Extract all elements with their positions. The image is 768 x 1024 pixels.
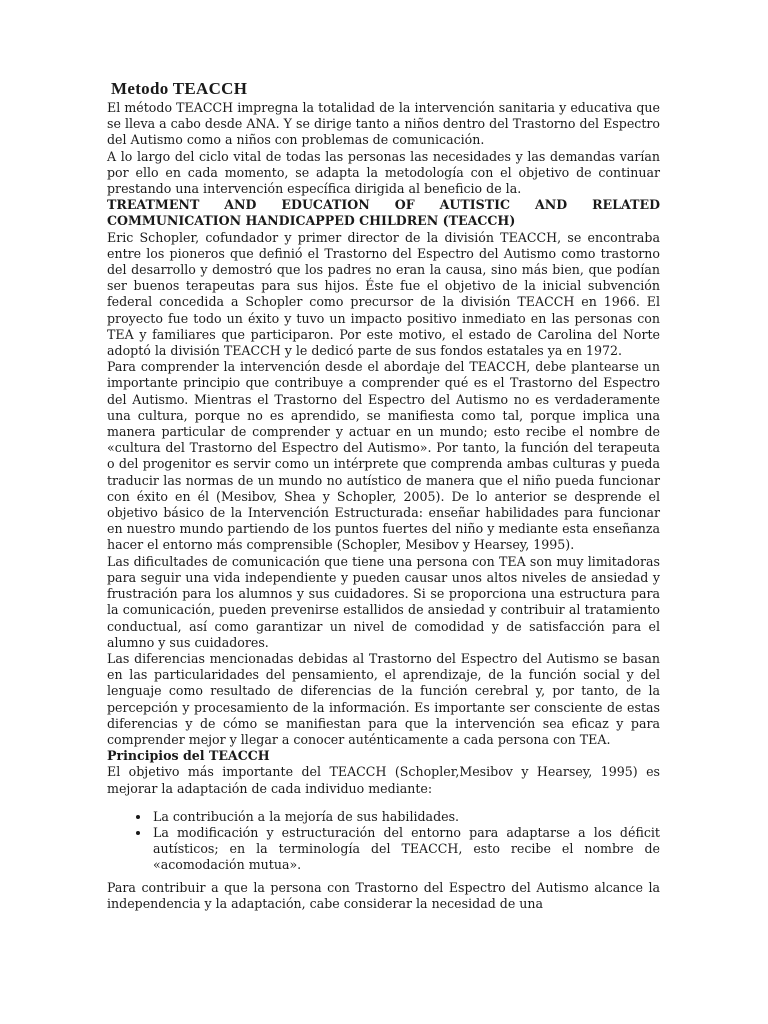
document-title: Metodo TEACCH <box>111 79 248 98</box>
intro-paragraph-1: El método TEACCH impregna la totalidad de la intervención sanitaria y educativa que se lleva a cabo desde ANA. Y se dirige tanto a niños dentro del Trastorno del Espectro del Autismo como a niños con problemas de comunicación. <box>107 100 660 148</box>
list-item: • La contribución a la mejoría de sus habilidades. <box>151 809 660 825</box>
principles-list <box>107 809 660 874</box>
body-paragraph-3: Las dificultades de comunicación que tiene una persona con TEA son muy limitadoras para seguir una vida independiente y pueden causar unos altos niveles de ansiedad y frustración para los alumnos y sus cuidadores. Si se proporciona una estructura para la comunicación, pueden prevenirse estallidos de ansiedad y contribuir al tratamiento conductual, así como garantizar un nivel de comodidad y de satisfacción para el alumno y sus cuidadores. <box>107 553 660 650</box>
document-body <box>107 78 660 912</box>
principles-intro: El objetivo más importante del TEACCH (Schopler,Mesibov y Hearsey, 1995) es mejorar la adaptación de cada individuo mediante: <box>107 764 660 796</box>
body-paragraph-4: Las diferencias mencionadas debidas al Trastorno del Espectro del Autismo se basan en las particularidades del pensamiento, el aprendizaje, de la función social y del lenguaje como resultado de diferencias de la función cerebral y, por tanto, de la percepción y procesamiento de la información. Es importante ser consciente de estas diferencias y de cómo se manifiestan para que la intervención sea eficaz y para comprender mejor y llegar a conocer auténticamente a cada persona con TEA. <box>107 650 660 747</box>
list-item: • La modificación y estructuración del entorno para adaptarse a los déficit autísticos; en la terminología del TEACCH, esto recibe el nombre de «acomodación mutua». <box>151 825 660 874</box>
closing-paragraph: Para contribuir a que la persona con Trastorno del Espectro del Autismo alcance la independencia y la adaptación, cabe considerar la necesidad de una <box>107 879 660 911</box>
body-paragraph-2: Para comprender la intervención desde el abordaje del TEACCH, debe plantearse un importante principio que contribuye a comprender qué es el Trastorno del Espectro del Autismo. Mientras el Trastorno del Espectro del Autismo no es verdaderamente una cultura, porque no es aprendido, se manifiesta como tal, porque implica una manera particular de comprender y actuar en un mundo; esto recibe el nombre de «cultura del Trastorno del Espectro del Autismo». Por tanto, la función del terapeuta o del progenitor es servir como un intérprete que comprenda ambas culturas y pueda traducir las normas de un mundo no autístico de manera que el niño pueda funcionar con éxito en él (Mesibov, Shea y Schopler, 2005). De lo anterior se desprende el objetivo básico de la Intervención Estructurada: enseñar habilidades para funcionar en nuestro mundo partiendo de los puntos fuertes del niño y mediante esta enseñanza hacer el entorno más comprensible (Schopler, Mesibov y Hearsey, 1995). <box>107 359 660 553</box>
intro-paragraph-2: A lo largo del ciclo vital de todas las personas las necesidades y las demandas varían por ello en cada momento, se adapta la metodología con el objetivo de continuar prestando una intervención específica dirigida al beneficio de la. <box>107 148 660 197</box>
acronym-heading: TREATMENT AND EDUCATION OF AUTISTIC AND RELATED COMMUNICATION HANDICAPPED CHILDREN (TEACCH) <box>107 197 660 229</box>
body-paragraph-1: Eric Schopler, cofundador y primer director de la división TEACCH, se encontraba entre los pioneros que definió el Trastorno del Espectro del Autismo como trastorno del desarrollo y demostró que los padres no eran la causa, sino más bien, que podían ser buenos terapeutas para sus hijos. Éste fue el objetivo de la inicial subvención federal concedida a Schopler como precursor de la división TEACCH en 1966. El proyecto fue todo un éxito y tuvo un impacto positivo inmediato en las personas con TEA y familiares que participaron. Por este motivo, el estado de Carolina del Norte adoptó la división TEACCH y le dedicó parte de sus fondos estatales ya en 1972. <box>107 229 660 359</box>
principles-heading: Principios del TEACCH <box>107 748 270 764</box>
